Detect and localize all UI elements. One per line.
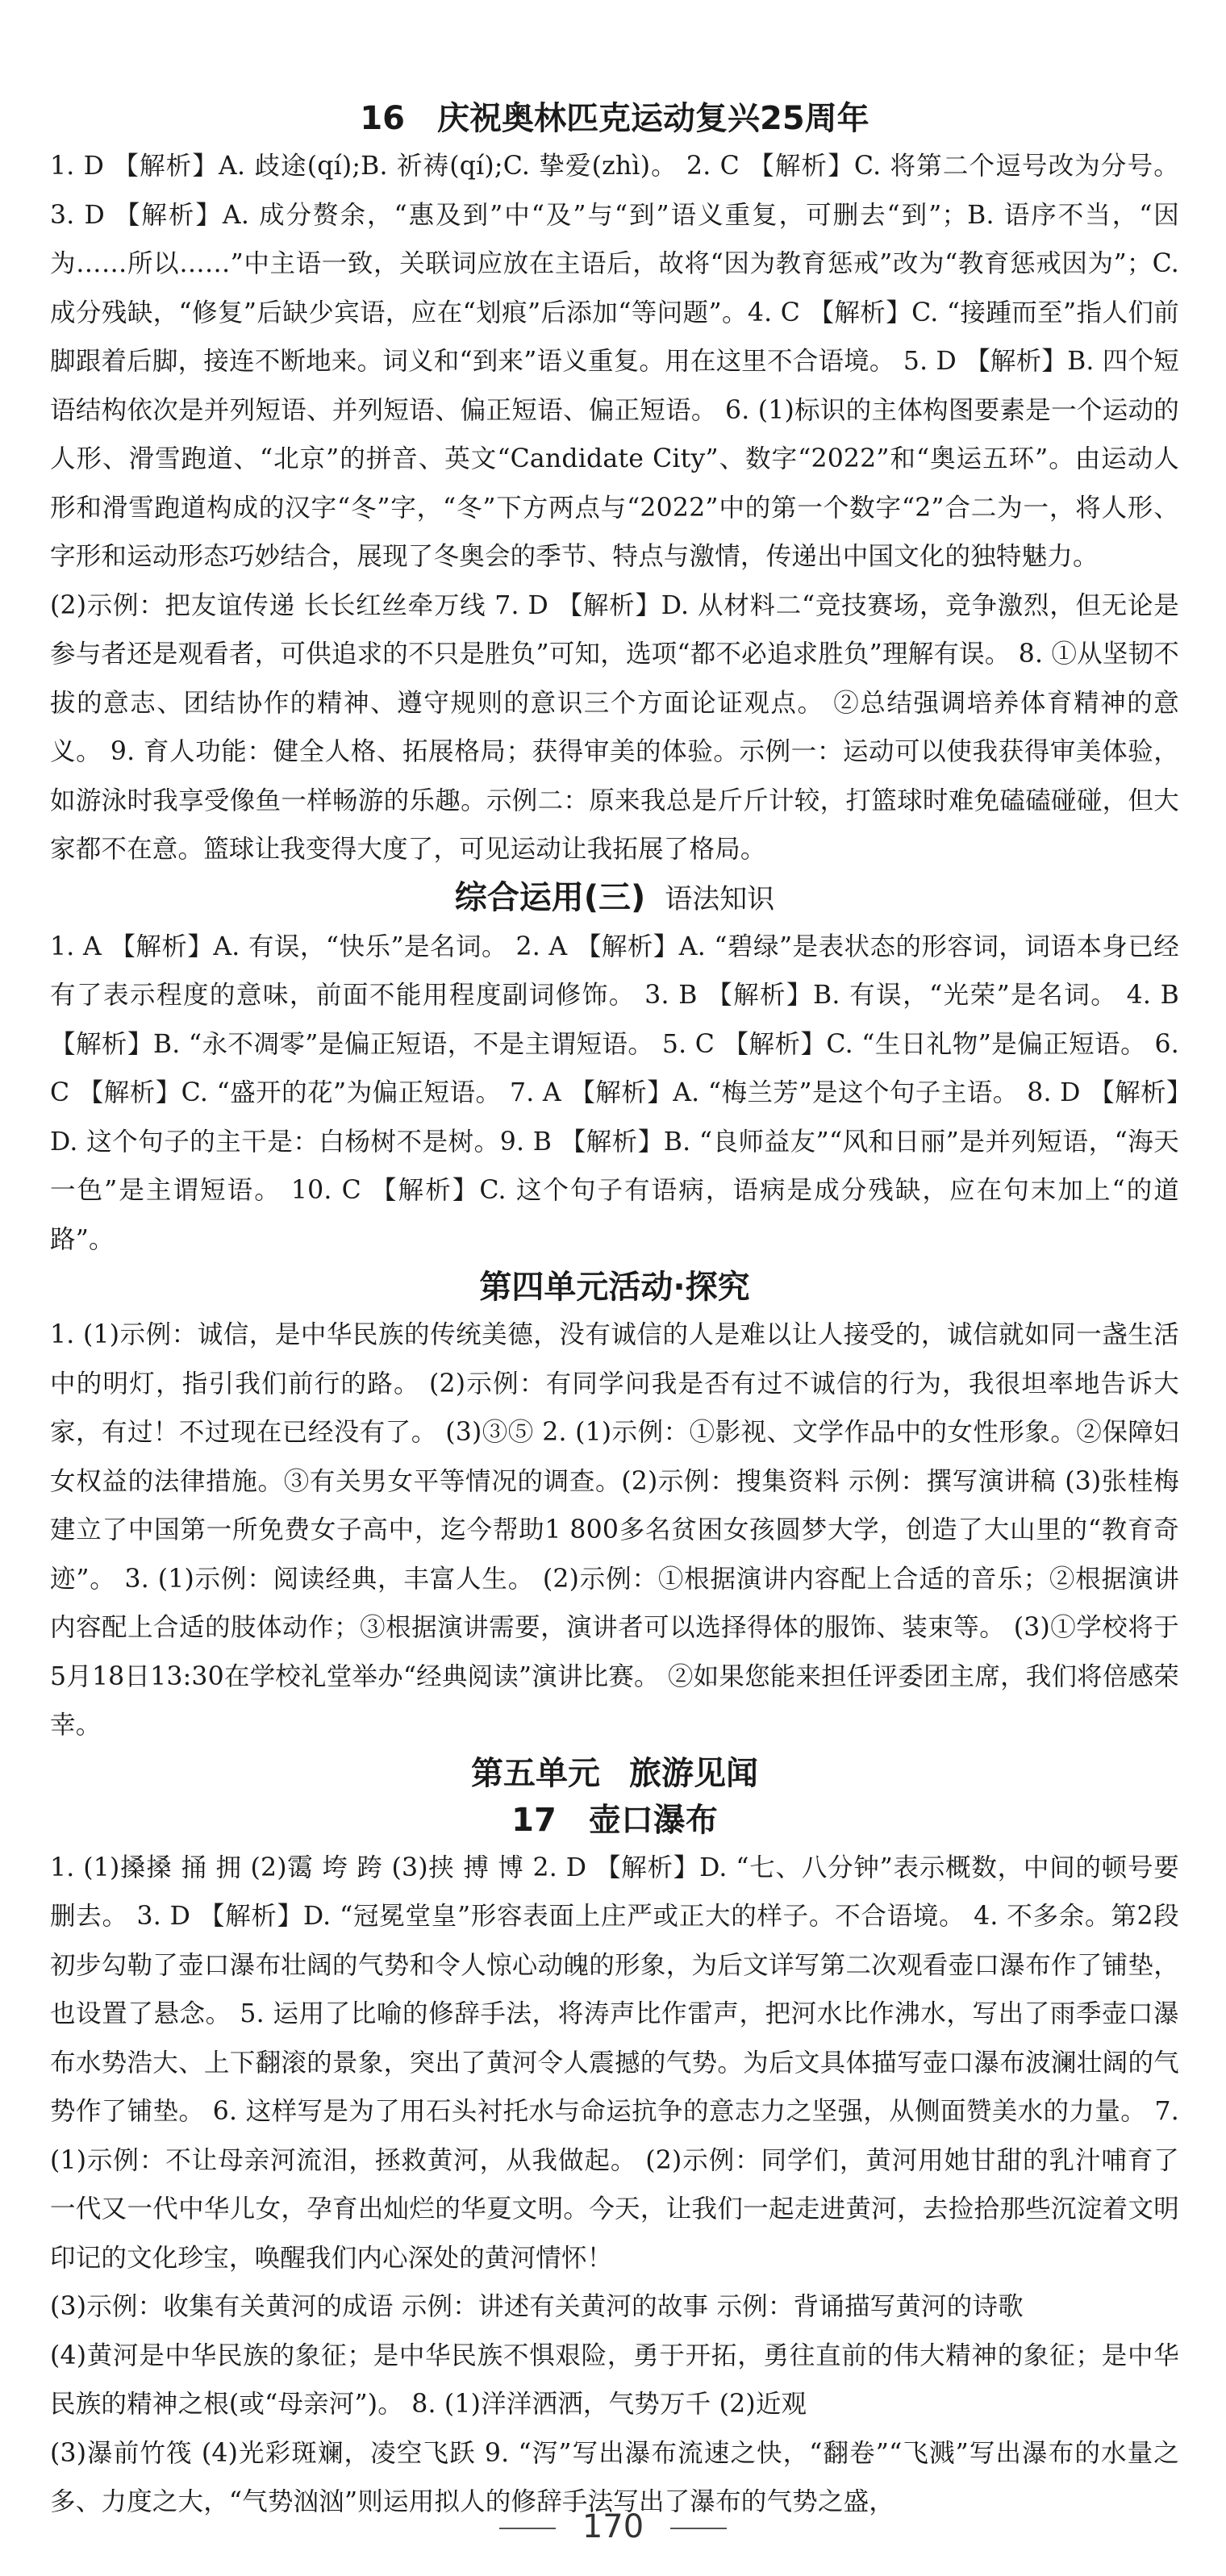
answer-paragraph: (3)示例：收集有关黄河的成语 示例：讲述有关黄河的故事 示例：背诵描写黄河的诗歌 bbox=[50, 2292, 1024, 2321]
unit-title bbox=[50, 1750, 1179, 1797]
section-title-text: 第四单元活动·探究 bbox=[479, 1269, 750, 1306]
section-subtitle: 语法知识 bbox=[665, 882, 775, 915]
answer-paragraph: 1. (1)示例：诚信，是中华民族的传统美德，没有诚信的人是难以让人接受的，诚信就如同一盏生活中的明灯，指引我们前行的路。 (2)示例：有同学问我是否有过不诚信的行为，我很坦率地告诉大家，有过！不过现在已经没有了。 (3)③⑤ 2. (1)示例：①影视、文学作品中的女性形象。②保障妇女权益的法律措施。③有关男女平等情况的调查。(2)示例：搜集资料 示例：撰写演讲稿 (3)张桂梅建立了中国第一所免费女子高中，迄今帮助1 800多名贫困女孩圆梦大学，创造了大山里的“教育奇迹”。 3. (1)示例：阅读经典，丰富人生。 (2)示例：①根据演讲内容配上合适的音乐；②根据演讲内容配上合适的肢体动作；③根据演讲需要，演讲者可以选择得体的服饰、装束等。 (3)①学校将于5月18日13:30在学校礼堂举办“经典阅读”演讲比赛。 ②如果您能来担任评委团主席，我们将倍感荣幸。 bbox=[50, 1320, 1179, 1740]
section-title-text: 第五单元 bbox=[471, 1754, 600, 1792]
section-number: 17 bbox=[511, 1801, 557, 1839]
page-number: 170 bbox=[582, 2508, 644, 2545]
page-footer bbox=[0, 2508, 1226, 2545]
answer-paragraph: (2)示例：把友谊传递 长长红丝牵万线 7. D 【解析】D. 从材料二“竞技赛场，竞争激烈，但无论是参与者还是观看者，可供追求的不只是胜负”可知，选项“都不必追求胜负”理解有误。 8. ①从坚韧不拔的意志、团结协作的精神、遵守规则的意识三个方面论证观点。 ②总结强调培养体育精神的意义。 9. 育人功能：健全人格、拓展格局；获得审美的体验。示例一：运动可以使我获得审美体验，如游泳时我享受像鱼一样畅游的乐趣。示例二：原来我总是斤斤计较，打篮球时难免磕磕碰碰，但大家都不在意。篮球让我变得大度了，可见运动让我拓展了格局。 bbox=[50, 590, 1179, 864]
answer-paragraph: (4)黄河是中华民族的象征；是中华民族不惧艰险，勇于开拓，勇往直前的伟大精神的象征；是中华民族的精神之根(或“母亲河”)。 8. (1)洋洋洒洒，气势万千 (2)近观 bbox=[50, 2340, 1179, 2419]
answer-paragraph: 1. D 【解析】A. 歧途(qí);B. 祈祷(qí);C. 挚爱(zhì)。 2. C 【解析】C. 将第二个逗号改为分号。 3. D 【解析】A. 成分赘余，“惠及到”中“及”与“到”语义重复，可删去“到”；B. 语序不当，“因为……所以……”中主语一致，关联词应放在主语后，故将“因为教育惩戒”改为“教育惩戒因为”；C. 成分残缺，“修复”后缺少宾语，应在“划痕”后添加“等问题”。4. C 【解析】C. “接踵而至”指人们前脚跟着后脚，接连不断地来。词义和“到来”语义重复。用在这里不合语境。 5. D 【解析】B. 四个短语结构依次是并列短语、并列短语、偏正短语、偏正短语。 6. (1)标识的主体构图要素是一个运动的人形、滑雪跑道、“北京”的拼音、英文“Candidate City”、数字“2022”和“奥运五环”。由运动人形和滑雪跑道构成的汉字“冬”字，“冬”下方两点与“2022”中的第一个数字“2”合二为一，将人形、字形和运动形态巧妙结合，展现了冬奥会的季节、特点与激情，传递出中国文化的独特魅力。 bbox=[50, 152, 1179, 571]
footer-rule-left bbox=[499, 2528, 556, 2529]
answer-content bbox=[50, 95, 1179, 2527]
section-subtitle: 旅游见闻 bbox=[629, 1754, 758, 1792]
footer-rule-right bbox=[670, 2528, 727, 2529]
section-title bbox=[50, 1797, 1179, 1844]
section-title bbox=[50, 874, 1179, 923]
answer-paragraph: (3)瀑前竹筏 (4)光彩斑斓，凌空飞跃 9. “泻”写出瀑布流速之快，“翻卷”“飞溅”写出瀑布的水量之多、力度之大，“气势汹汹”则运用拟人的修辞手法写出了瀑布的气势之盛， bbox=[50, 2438, 1179, 2516]
section-title-text: 综合运用(三) bbox=[454, 878, 646, 916]
section-title bbox=[50, 1264, 1179, 1311]
answer-paragraph: 1. (1)搡搡 捅 拥 (2)霭 垮 跨 (3)挟 搏 博 2. D 【解析】D. “七、八分钟”表示概数，中间的顿号要删去。 3. D 【解析】D. “冠冕堂皇”形容表面上庄严或正大的样子。不合语境。 4. 不多余。第2段初步勾勒了壶口瀑布壮阔的气势和令人惊心动魄的形象，为后文详写第二次观看壶口瀑布作了铺垫，也设置了悬念。 5. 运用了比喻的修辞手法，将涛声比作雷声，把河水比作沸水，写出了雨季壶口瀑布水势浩大、上下翻滚的景象，突出了黄河令人震撼的气势。为后文具体描写壶口瀑布波澜壮阔的气势作了铺垫。 6. 这样写是为了用石头衬托水与命运抗争的意志力之坚强，从侧面赞美水的力量。 7. (1)示例：不让母亲河流泪，拯救黄河，从我做起。 (2)示例：同学们，黄河用她甘甜的乳汁哺育了一代又一代中华儿女，孕育出灿烂的华夏文明。今天，让我们一起走进黄河，去捡拾那些沉淀着文明印记的文化珍宝，唤醒我们内心深处的黄河情怀！ bbox=[50, 1853, 1179, 2273]
section-number: 16 bbox=[360, 100, 405, 137]
section-title bbox=[50, 95, 1179, 142]
section-title-text: 庆祝奥林匹克运动复兴25周年 bbox=[437, 100, 869, 137]
answer-paragraph: 1. A 【解析】A. 有误，“快乐”是名词。 2. A 【解析】A. “碧绿”是表状态的形容词，词语本身已经有了表示程度的意味，前面不能用程度副词修饰。 3. B 【解析】B. 有误，“光荣”是名词。 4. B 【解析】B. “永不凋零”是偏正短语，不是主谓短语。 5. C 【解析】C. “生日礼物”是偏正短语。 6. C 【解析】C. “盛开的花”为偏正短语。 7. A 【解析】A. “梅兰芳”是这个句子主语。 8. D 【解析】D. 这个句子的主干是：白杨树不是树。9. B 【解析】B. “良师益友”“风和日丽”是并列短语，“海天一色”是主谓短语。 10. C 【解析】C. 这个句子有语病，语病是成分残缺，应在句末加上“的道路”。 bbox=[50, 932, 1179, 1254]
section-title-text: 壶口瀑布 bbox=[588, 1801, 718, 1839]
